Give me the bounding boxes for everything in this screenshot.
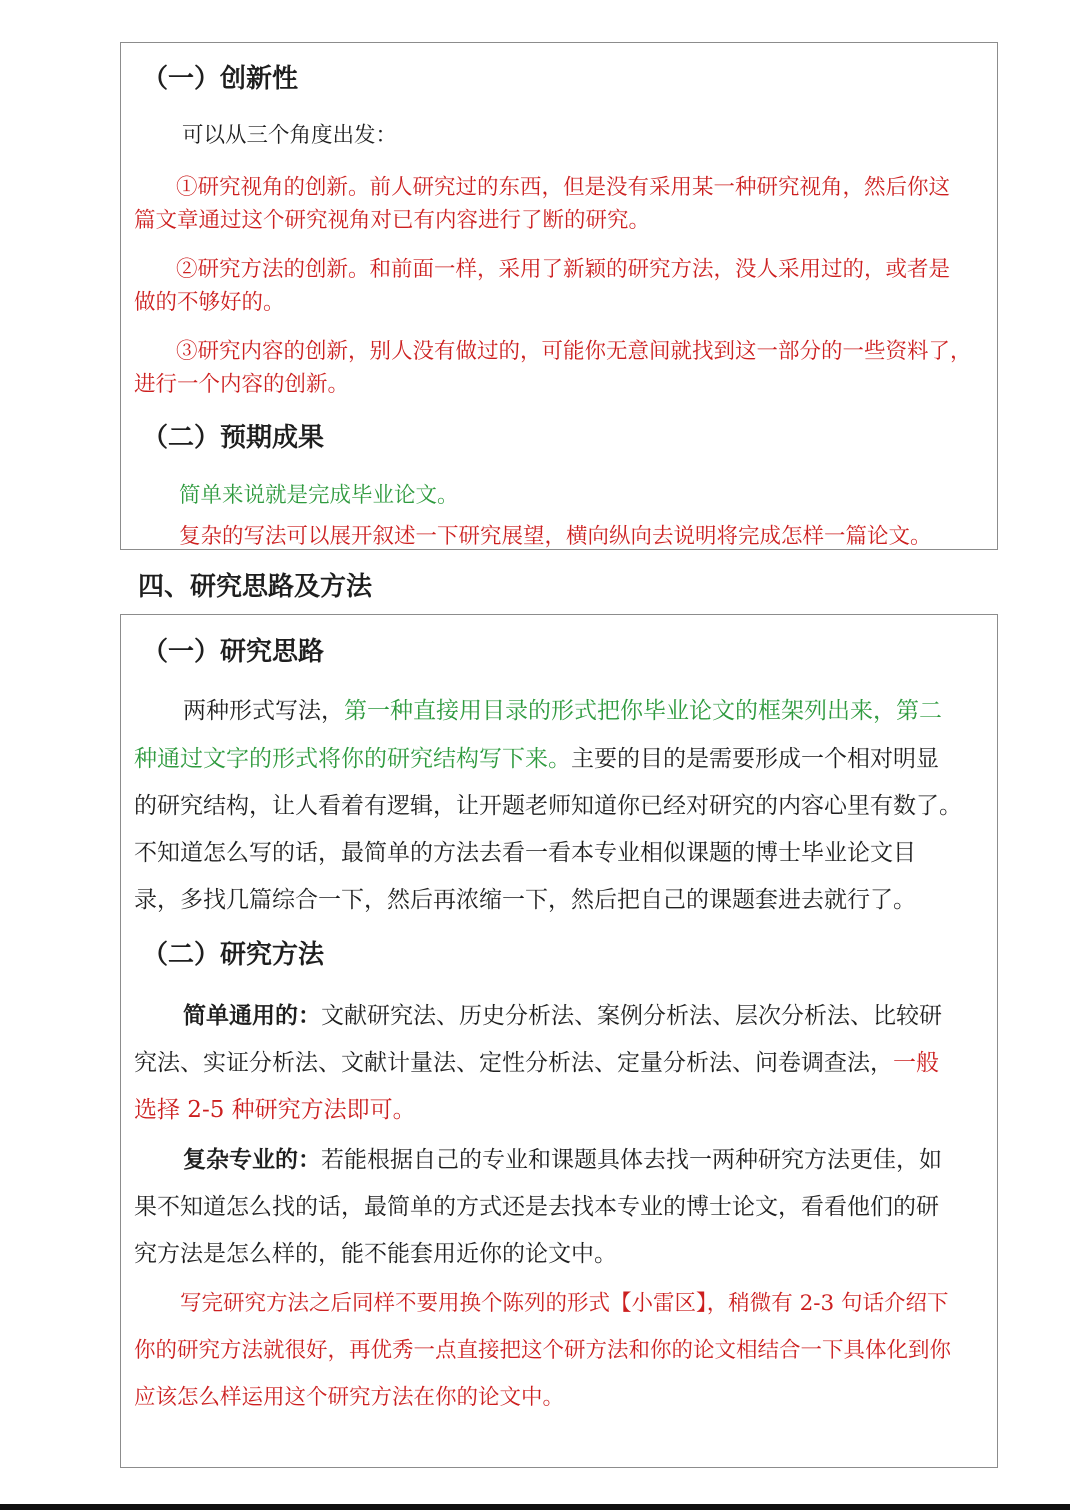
chapter-title: 四、研究思路及方法 — [138, 572, 373, 602]
methods-simple-line-2 — [134, 1044, 939, 1077]
ideas-line-2-highlight: 种通过文字的形式将你的研究结构写下来。 — [134, 746, 571, 772]
methods-complex-line-1 — [183, 1141, 942, 1174]
ideas-line-1-intro: 两种形式写法， — [183, 698, 344, 724]
methods-simple-line-1 — [183, 997, 942, 1030]
innovation-item-2-line-1: ②研究方法的创新。和前面一样，采用了新颖的研究方法，没人采用过的，或者是 — [176, 257, 951, 282]
methods-simple-highlight: 一般 — [893, 1050, 939, 1076]
methods-complex-label: 复杂专业的： — [183, 1146, 321, 1173]
methods-simple-text-2: 究法、实证分析法、文献计量法、定性分析法、定量分析法、问卷调查法， — [134, 1050, 893, 1076]
bottom-edge-bar — [0, 1504, 1070, 1510]
methods-complex-line-3: 究方法是怎么样的，能不能套用近你的论文中。 — [134, 1241, 617, 1267]
methods-tip-line-1: 写完研究方法之后同样不要用换个陈列的形式【小雷区】，稍微有 2-3 句话介绍下 — [180, 1291, 949, 1316]
methods-simple-label: 简单通用的： — [183, 1002, 321, 1029]
heading-expected-results: （二）预期成果 — [142, 423, 325, 453]
innovation-item-1-line-1: ①研究视角的创新。前人研究过的东西，但是没有采用某一种研究视角，然后你这 — [176, 175, 951, 200]
innovation-intro: 可以从三个角度出发： — [182, 123, 398, 148]
ideas-line-2-rest: 主要的目的是需要形成一个相对明显 — [571, 746, 939, 772]
ideas-line-1-highlight: 第一种直接用目录的形式把你毕业论文的框架列出来，第二 — [344, 698, 942, 724]
methods-simple-text-1: 文献研究法、历史分析法、案例分析法、层次分析法、比较研 — [321, 1003, 942, 1029]
heading-innovation: （一）创新性 — [142, 64, 299, 94]
methods-complex-text-1: 若能根据自己的专业和课题具体去找一两种研究方法更佳，如 — [321, 1147, 942, 1173]
methods-tip-line-3: 应该怎么样运用这个研究方法在你的论文中。 — [134, 1385, 565, 1410]
heading-research-ideas: （一）研究思路 — [142, 637, 325, 667]
ideas-line-5: 录，多找几篇综合一下，然后再浓缩一下，然后把自己的课题套进去就行了。 — [134, 887, 916, 913]
ideas-line-1 — [183, 692, 942, 725]
ideas-line-2 — [134, 740, 939, 773]
innovation-item-3-line-2: 进行一个内容的创新。 — [134, 372, 350, 397]
ideas-line-4: 不知道怎么写的话，最简单的方法去看一看本专业相似课题的博士毕业论文目 — [134, 840, 916, 866]
innovation-item-3-line-1: ③研究内容的创新，别人没有做过的，可能你无意间就找到这一部分的一些资料了， — [176, 339, 972, 364]
methods-complex-line-2: 果不知道怎么找的话，最简单的方式还是去找本专业的博士论文，看看他们的研 — [134, 1194, 939, 1220]
innovation-item-2-line-2: 做的不够好的。 — [134, 290, 285, 315]
innovation-item-1-line-2: 篇文章通过这个研究视角对已有内容进行了断的研究。 — [134, 208, 651, 233]
expected-results-complex: 复杂的写法可以展开叙述一下研究展望，横向纵向去说明将完成怎样一篇论文。 — [179, 524, 932, 549]
methods-simple-line-3: 选择 2-5 种研究方法即可。 — [134, 1097, 416, 1123]
expected-results-simple: 简单来说就是完成毕业论文。 — [179, 483, 459, 508]
methods-tip-line-2: 你的研究方法就很好，再优秀一点直接把这个研方法和你的论文相结合一下具体化到你 — [134, 1338, 952, 1363]
heading-research-methods: （二）研究方法 — [142, 940, 325, 970]
ideas-line-3: 的研究结构，让人看着有逻辑，让开题老师知道你已经对研究的内容心里有数了。 — [134, 793, 962, 819]
